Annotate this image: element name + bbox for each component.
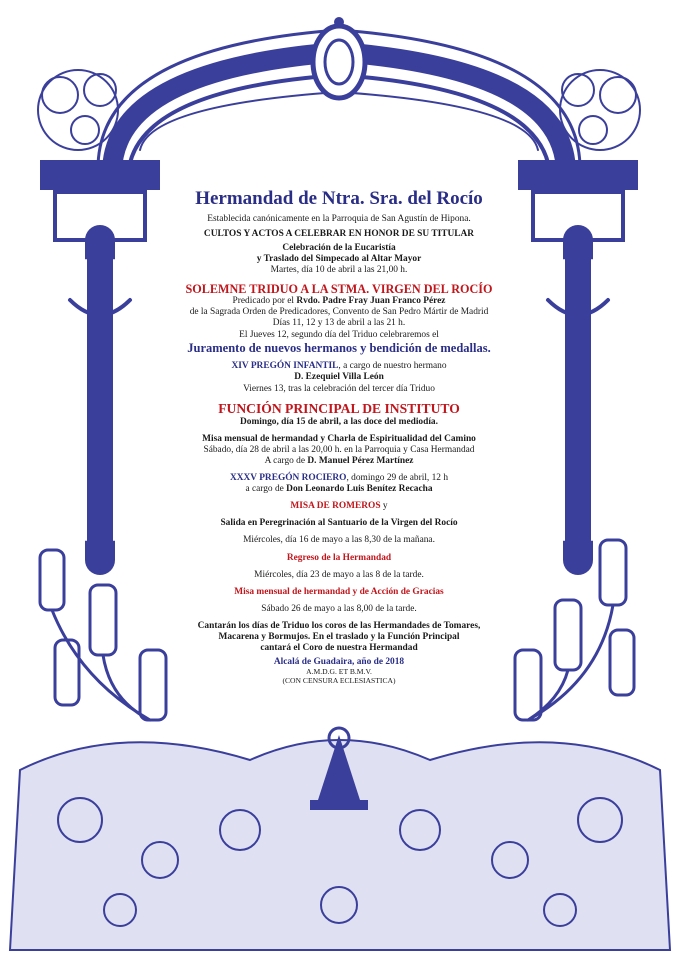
- amdg-line: A.M.D.G. ET B.M.V.: [306, 667, 372, 677]
- triduo-order: de la Sagrada Orden de Predicadores, Convento de San Pedro Mártir de Madrid: [189, 307, 489, 318]
- cultos-heading: CULTOS Y ACTOS A CELEBRAR EN HONOR DE SU TITULAR: [203, 228, 475, 239]
- juramento-heading: Juramento de nuevos hermanos y bendición de medallas.: [187, 340, 491, 355]
- brotherhood-title: Hermandad de Ntra. Sra. del Rocío: [195, 188, 483, 209]
- misa-charla-cargo-name: D. Manuel Pérez Martínez: [307, 455, 414, 466]
- misa-romeros-suffix: y: [380, 501, 388, 512]
- funcion-heading: FUNCIÓN PRINCIPAL DE INSTITUTO: [218, 400, 460, 416]
- pregon-rociero-title: XXXV PREGÓN ROCIERO: [229, 473, 347, 484]
- triduo-preacher: [162, 296, 516, 307]
- traslado-line: y Traslado del Simpecado al Altar Mayor: [256, 253, 422, 264]
- funcion-date: Domingo, día 15 de abril, a las doce del mediodía.: [240, 416, 438, 427]
- coros-line-3: cantará el Coro de nuestra Hermandad: [260, 643, 418, 654]
- pregon-rociero-line: [162, 473, 516, 484]
- triduo-preacher-prefix: Predicado por el: [232, 296, 297, 307]
- eucaristia-line: Celebración de la Eucaristía: [282, 242, 396, 253]
- pregon-infantil-suffix: , a cargo de nuestro hermano: [338, 361, 447, 372]
- misa-charla-date: Sábado, día 28 de abril a las 20,00 h. en la Parroquia y Casa Hermandad: [203, 444, 475, 455]
- pregon-infantil-name: D. Ezequiel Villa León: [294, 372, 384, 383]
- censura-line: (CON CENSURA ECLESIASTICA): [282, 676, 396, 686]
- announcement-text: [162, 188, 516, 686]
- pregon-rociero-cargo: [162, 484, 516, 495]
- triduo-preacher-name: Rvdo. Padre Fray Juan Franco Pérez: [296, 296, 446, 307]
- regreso-title: Regreso de la Hermandad: [286, 552, 392, 563]
- misa-charla-cargo-prefix: A cargo de: [264, 455, 308, 466]
- pregon-rociero-cargo-prefix: a cargo de: [245, 484, 287, 495]
- misa-romeros-line: [162, 501, 516, 512]
- misa-charla-cargo: [162, 456, 516, 467]
- pregon-infantil-date: Viernes 13, tras la celebración del tercer día Triduo: [243, 383, 435, 394]
- misa-accion-date: Sábado 26 de mayo a las 8,00 de la tarde.: [261, 603, 417, 614]
- coros-line-1: Cantarán los días de Triduo los coros de las Hermandades de Tomares,: [197, 620, 481, 631]
- coros-line-2: Macarena y Bormujos. En el traslado y la Función Principal: [218, 632, 460, 643]
- salida-date: Miércoles, día 16 de mayo a las 8,30 de la mañana.: [243, 535, 435, 546]
- pregon-infantil-line: [162, 361, 516, 372]
- regreso-date: Miércoles, día 23 de mayo a las 8 de la tarde.: [254, 569, 424, 580]
- established-line: Establecida canónicamente en la Parroquia de San Agustín de Hipona.: [207, 214, 471, 225]
- crown-medallion: [313, 17, 365, 98]
- place-year: Alcalá de Guadaira, año de 2018: [273, 657, 405, 668]
- pregon-rociero-cargo-name: Don Leonardo Luis Benítez Recacha: [286, 484, 433, 495]
- salida-title: Salida en Peregrinación al Santuario de la Virgen del Rocío: [220, 518, 458, 529]
- triduo-heading: SOLEMNE TRIDUO A LA STMA. VIRGEN DEL ROCÍO: [185, 281, 493, 296]
- misa-charla-title: Misa mensual de hermandad y Charla de Espiritualidad del Camino: [202, 433, 476, 444]
- triduo-dates: Días 11, 12 y 13 de abril a las 21 h.: [272, 318, 406, 329]
- pregon-infantil-title: XIV PREGÓN INFANTIL: [231, 361, 339, 372]
- misa-accion-title: Misa mensual de hermandad y de Acción de Gracias: [234, 586, 444, 597]
- pregon-rociero-date: , domingo 29 de abril, 12 h: [346, 473, 449, 484]
- triduo-jueves: El Jueves 12, segundo día del Triduo celebraremos el: [239, 329, 439, 340]
- eucaristia-date: Martes, día 10 de abril a las 21,00 h.: [270, 264, 408, 275]
- misa-romeros-title: MISA DE ROMEROS: [290, 501, 381, 512]
